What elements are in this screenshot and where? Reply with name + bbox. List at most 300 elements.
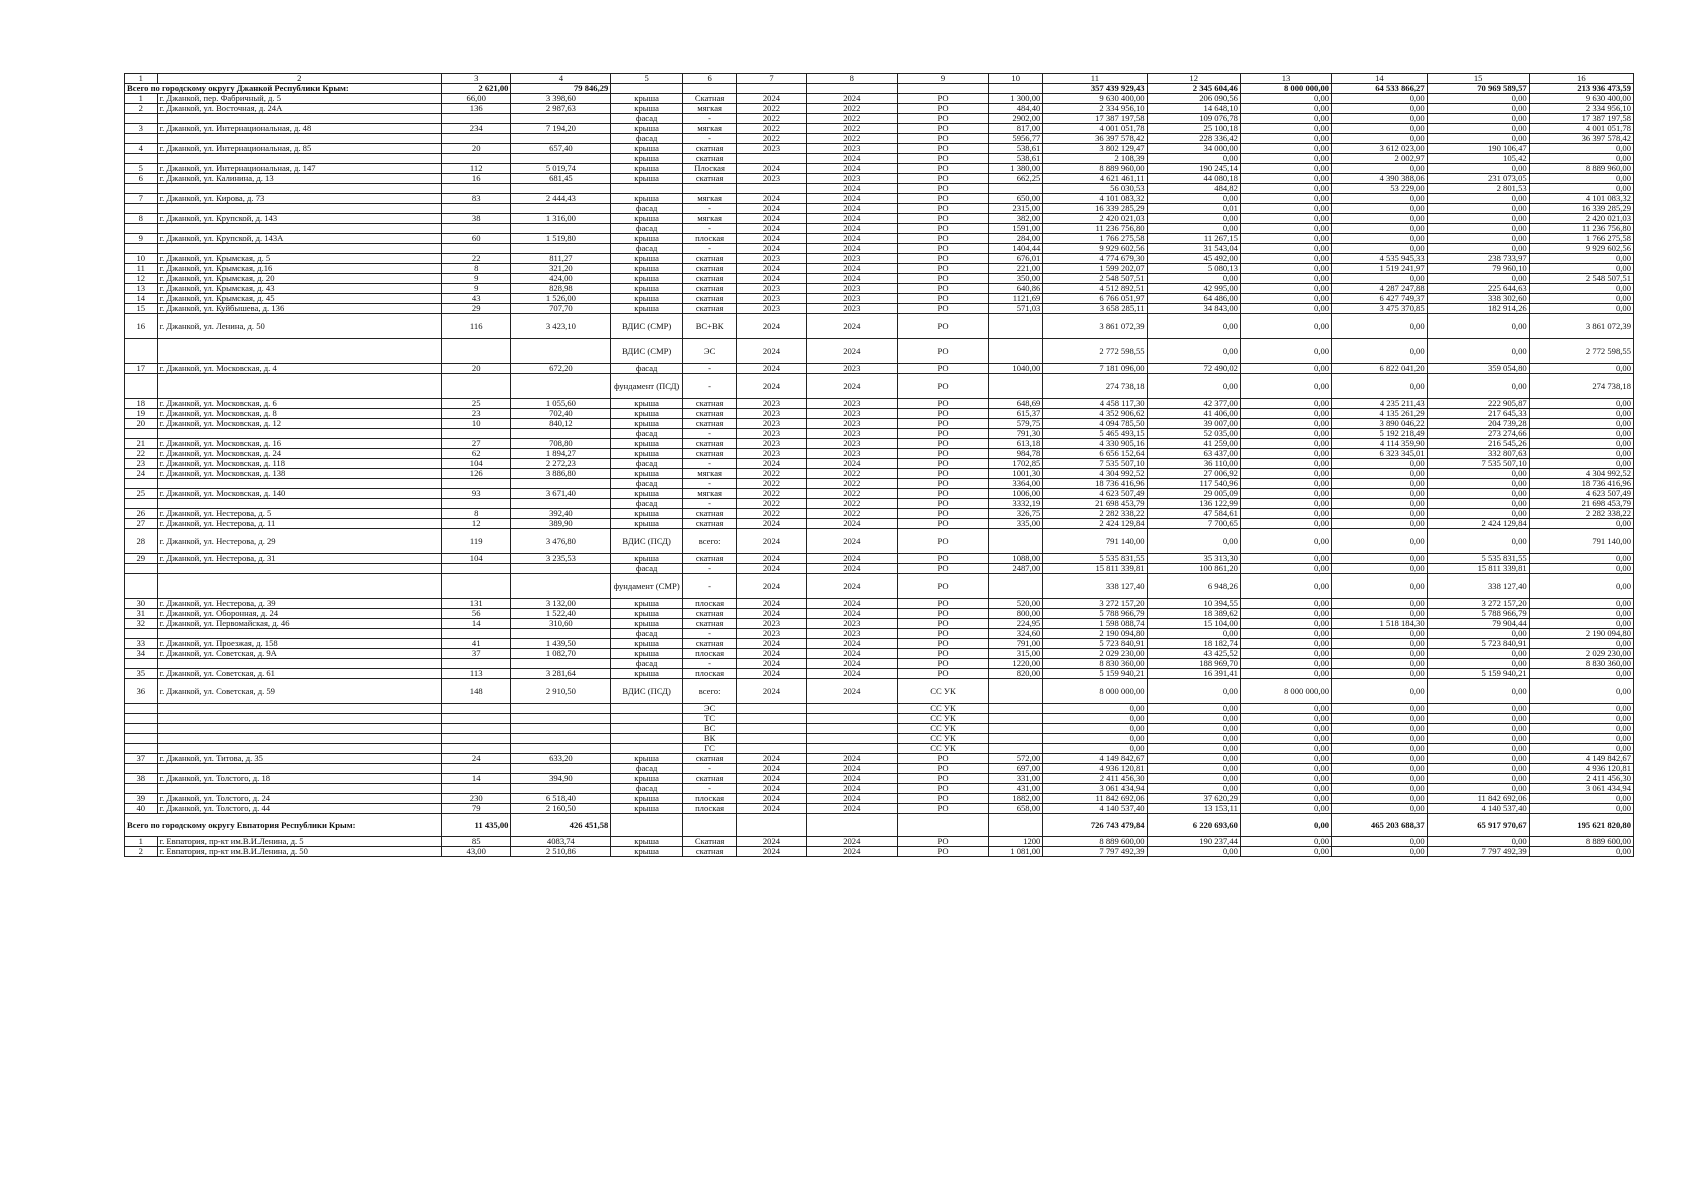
work-type: [611, 704, 683, 714]
cost-col16: 9 630 400,00: [1529, 94, 1633, 104]
cost-col13: 0,00: [1240, 784, 1331, 794]
plan-year: 2024: [737, 649, 806, 659]
plan-year: 2024: [737, 194, 806, 204]
address: г. Джанкой, ул. Кирова, д. 73: [157, 194, 441, 204]
address: г. Джанкой, ул. Советская, д. 9А: [157, 649, 441, 659]
cost-col13: 0,00: [1240, 469, 1331, 479]
work-subtype: -: [682, 429, 736, 439]
cost-col15: 0,00: [1427, 774, 1529, 784]
cost-col16: 0,00: [1529, 564, 1633, 574]
header-cell: 2: [157, 74, 441, 84]
table-row: [125, 264, 1634, 274]
funding-source: РО: [897, 124, 988, 134]
work-type: крыша: [611, 214, 683, 224]
plan-year: 2024: [737, 837, 806, 847]
cost-col13: 0,00: [1240, 619, 1331, 629]
cost-col12: 18 182,74: [1147, 639, 1240, 649]
cost-col13: 0,00: [1240, 669, 1331, 679]
cost-col12: 100 861,20: [1147, 564, 1240, 574]
cost-col12: 41 259,00: [1147, 439, 1240, 449]
cost-col14: 0,00: [1332, 374, 1428, 399]
funding-source: РО: [897, 184, 988, 194]
table-row: [125, 374, 1634, 399]
work-type: крыша: [611, 489, 683, 499]
work-subtype: плоская: [682, 599, 736, 609]
cost-total: 3 861 072,39: [1043, 314, 1147, 339]
cost-col14: 6 822 041,20: [1332, 364, 1428, 374]
cost-col14: 0,00: [1332, 754, 1428, 764]
cost-col12: 0,00: [1147, 154, 1240, 164]
work-volume: 984,78: [989, 449, 1043, 459]
cost-col13: 0,00: [1240, 164, 1331, 174]
cost-total: 4 140 537,40: [1043, 804, 1147, 814]
cost-col15: 0,00: [1427, 214, 1529, 224]
work-type: крыша: [611, 164, 683, 174]
cost-col15: 0,00: [1427, 244, 1529, 254]
apartment-count: 43: [441, 294, 510, 304]
cost-col14: 0,00: [1332, 104, 1428, 114]
work-volume: 791,30: [989, 429, 1043, 439]
cost-col13: 0,00: [1240, 489, 1331, 499]
cost-col15: 0,00: [1427, 134, 1529, 144]
work-type: ВДИС (СМР): [611, 314, 683, 339]
work-subtype: -: [682, 574, 736, 599]
address: г. Джанкой, ул. Московская, д. 118: [157, 459, 441, 469]
work-subtype: -: [682, 564, 736, 574]
done-year: 2024: [806, 154, 897, 164]
cost-col16: 0,00: [1529, 154, 1633, 164]
work-subtype: скатная: [682, 609, 736, 619]
table-row: [125, 284, 1634, 294]
apartment-count: 79: [441, 804, 510, 814]
row-number: 39: [125, 794, 158, 804]
work-type: фасад: [611, 224, 683, 234]
work-type: [611, 714, 683, 724]
cost-total: 4 101 083,32: [1043, 194, 1147, 204]
row-number: 11: [125, 264, 158, 274]
table-row: [125, 214, 1634, 224]
cost-col14: 6 427 749,37: [1332, 294, 1428, 304]
table-row: [125, 639, 1634, 649]
work-subtype: скатная: [682, 304, 736, 314]
cost-col14: 0,00: [1332, 734, 1428, 744]
cost-col13: 0,00: [1240, 734, 1331, 744]
work-subtype: -: [682, 204, 736, 214]
apartment-count: [441, 764, 510, 774]
work-subtype: ГС: [682, 744, 736, 754]
table-row: [125, 134, 1634, 144]
cost-col12: 39 007,00: [1147, 419, 1240, 429]
address: г. Джанкой, ул. Толстого, д. 44: [157, 804, 441, 814]
funding-source: РО: [897, 529, 988, 554]
plan-year: 2024: [737, 214, 806, 224]
work-volume: 820,00: [989, 669, 1043, 679]
funding-source: РО: [897, 134, 988, 144]
plan-year: 2024: [737, 314, 806, 339]
plan-year: [737, 154, 806, 164]
done-year: 2022: [806, 479, 897, 489]
work-type: крыша: [611, 234, 683, 244]
cost-col16: 0,00: [1529, 744, 1633, 754]
funding-source: РО: [897, 609, 988, 619]
apartment-count: 23: [441, 409, 510, 419]
cost-col13: 0,00: [1240, 459, 1331, 469]
cost-col16: 0,00: [1529, 599, 1633, 609]
work-volume: 538,61: [989, 144, 1043, 154]
address: [157, 374, 441, 399]
table-row: [125, 659, 1634, 669]
cost-col12: 29 005,09: [1147, 489, 1240, 499]
address: г. Джанкой, ул. Советская, д. 61: [157, 669, 441, 679]
funding-source: РО: [897, 439, 988, 449]
plan-year: 2024: [737, 224, 806, 234]
cost-col16: 0,00: [1529, 554, 1633, 564]
table-row: [125, 154, 1634, 164]
funding-source: РО: [897, 754, 988, 764]
work-subtype: плоская: [682, 794, 736, 804]
table-row: [125, 669, 1634, 679]
cost-col15: 11 842 692,06: [1427, 794, 1529, 804]
table-row: [125, 554, 1634, 564]
apartment-count: 83: [441, 194, 510, 204]
cost-col15: 216 545,26: [1427, 439, 1529, 449]
apartment-count: 62: [441, 449, 510, 459]
cost-total: 5 723 840,91: [1043, 639, 1147, 649]
table-row: [125, 609, 1634, 619]
work-volume: 5956,77: [989, 134, 1043, 144]
done-year: 2022: [806, 104, 897, 114]
cost-col12: 45 492,00: [1147, 254, 1240, 264]
work-volume: [989, 529, 1043, 554]
total-area: [511, 734, 611, 744]
table-row: [125, 734, 1634, 744]
funding-source: РО: [897, 114, 988, 124]
table-row: [125, 837, 1634, 847]
done-year: 2024: [806, 554, 897, 564]
work-type: фасад: [611, 429, 683, 439]
address: [157, 339, 441, 364]
total-area: 3 476,80: [511, 529, 611, 554]
done-year: 2024: [806, 669, 897, 679]
work-type: фасад: [611, 364, 683, 374]
funding-source: РО: [897, 564, 988, 574]
cost-col16: 2 411 456,30: [1529, 774, 1633, 784]
address: г. Джанкой, ул. Крымская, д. 43: [157, 284, 441, 294]
work-subtype: скатная: [682, 774, 736, 784]
cost-col12: 228 336,42: [1147, 134, 1240, 144]
work-type: крыша: [611, 847, 683, 857]
row-number: 3: [125, 124, 158, 134]
work-type: крыша: [611, 649, 683, 659]
address: г. Джанкой, ул. Московская, д. 4: [157, 364, 441, 374]
total-area: [511, 244, 611, 254]
row-number: [125, 204, 158, 214]
cost-col15: 231 073,05: [1427, 174, 1529, 184]
funding-source: РО: [897, 264, 988, 274]
cost-col15: 0,00: [1427, 124, 1529, 134]
cost-col15: 0,00: [1427, 469, 1529, 479]
work-subtype: плоская: [682, 804, 736, 814]
done-year: [806, 734, 897, 744]
cost-col13: 0,00: [1240, 764, 1331, 774]
done-year: 2024: [806, 264, 897, 274]
work-subtype: скатная: [682, 274, 736, 284]
cost-col16: 0,00: [1529, 609, 1633, 619]
cost-col15: 4 140 537,40: [1427, 804, 1529, 814]
cost-col16: 16 339 285,29: [1529, 204, 1633, 214]
cost-col14: 0,00: [1332, 459, 1428, 469]
cost-col12: 11 267,15: [1147, 234, 1240, 244]
apartment-count: 12: [441, 519, 510, 529]
address: г. Джанкой, ул. Крупской, д. 143: [157, 214, 441, 224]
cost-col13: 0,00: [1240, 284, 1331, 294]
done-year: 2024: [806, 459, 897, 469]
plan-year: 2023: [737, 254, 806, 264]
cost-col14: 0,00: [1332, 599, 1428, 609]
cost-col16: 4 304 992,52: [1529, 469, 1633, 479]
cost-total: 0,00: [1043, 734, 1147, 744]
cost-col16: 0,00: [1529, 794, 1633, 804]
address: [157, 134, 441, 144]
cost-col15: 332 807,63: [1427, 449, 1529, 459]
total-area: [511, 374, 611, 399]
row-number: 23: [125, 459, 158, 469]
cost-col13: 0,00: [1240, 294, 1331, 304]
plan-year: 2024: [737, 669, 806, 679]
funding-source: РО: [897, 224, 988, 234]
work-volume: 1 380,00: [989, 164, 1043, 174]
work-volume: 324,60: [989, 629, 1043, 639]
row-number: 16: [125, 314, 158, 339]
funding-source: РО: [897, 214, 988, 224]
total-area: 708,80: [511, 439, 611, 449]
cost-total: 6 656 152,64: [1043, 449, 1147, 459]
funding-source: РО: [897, 399, 988, 409]
total-area: 1 894,27: [511, 449, 611, 459]
work-volume: 648,69: [989, 399, 1043, 409]
work-type: крыша: [611, 469, 683, 479]
address: [157, 499, 441, 509]
work-volume: 571,03: [989, 304, 1043, 314]
address: [157, 564, 441, 574]
work-subtype: -: [682, 459, 736, 469]
work-subtype: плоская: [682, 669, 736, 679]
total-area: 392,40: [511, 509, 611, 519]
done-year: 2022: [806, 489, 897, 499]
cost-col14: 0,00: [1332, 649, 1428, 659]
total-col16: 195 621 820,80: [1529, 814, 1633, 837]
row-number: 36: [125, 679, 158, 704]
work-volume: 484,40: [989, 104, 1043, 114]
cost-total: 0,00: [1043, 744, 1147, 754]
cost-col15: 204 739,28: [1427, 419, 1529, 429]
table-row: [125, 529, 1634, 554]
address: [157, 724, 441, 734]
done-year: 2024: [806, 639, 897, 649]
work-type: крыша: [611, 284, 683, 294]
row-number: [125, 629, 158, 639]
row-number: 34: [125, 649, 158, 659]
address: г. Джанкой, ул. Оборонная, д. 24: [157, 609, 441, 619]
funding-source: РО: [897, 164, 988, 174]
table-row: [125, 399, 1634, 409]
work-volume: 2902,00: [989, 114, 1043, 124]
cost-col13: 0,00: [1240, 744, 1331, 754]
address: г. Джанкой, ул. Московская, д. 24: [157, 449, 441, 459]
address: [157, 734, 441, 744]
cost-col12: 14 648,10: [1147, 104, 1240, 114]
cost-col16: 0,00: [1529, 449, 1633, 459]
apartment-count: [441, 224, 510, 234]
register-sheet: [124, 73, 1634, 857]
cost-col16: 11 236 756,80: [1529, 224, 1633, 234]
cost-col15: 0,00: [1427, 714, 1529, 724]
work-type: крыша: [611, 124, 683, 134]
cost-col16: 0,00: [1529, 519, 1633, 529]
funding-source: РО: [897, 554, 988, 564]
cost-col14: 3 612 023,00: [1332, 144, 1428, 154]
total-area: 2 910,50: [511, 679, 611, 704]
address: г. Джанкой, ул. Интернациональная, д. 48: [157, 124, 441, 134]
apartment-count: 104: [441, 459, 510, 469]
work-volume: 640,86: [989, 284, 1043, 294]
work-subtype: -: [682, 499, 736, 509]
cost-total: 56 030,53: [1043, 184, 1147, 194]
apartment-count: 38: [441, 214, 510, 224]
work-volume: 1001,30: [989, 469, 1043, 479]
cost-col16: 3 061 434,94: [1529, 784, 1633, 794]
header-cell: 3: [441, 74, 510, 84]
apartment-count: 9: [441, 284, 510, 294]
cost-col16: 0,00: [1529, 284, 1633, 294]
cost-total: 2 411 456,30: [1043, 774, 1147, 784]
work-type: крыша: [611, 439, 683, 449]
work-volume: 520,00: [989, 599, 1043, 609]
cost-col16: 8 889 600,00: [1529, 837, 1633, 847]
row-number: 1: [125, 837, 158, 847]
row-number: 2: [125, 104, 158, 114]
cost-col16: 4 623 507,49: [1529, 489, 1633, 499]
header-cell: 16: [1529, 74, 1633, 84]
cost-col12: 43 425,52: [1147, 649, 1240, 659]
work-volume: [989, 734, 1043, 744]
cost-col16: 2 334 956,10: [1529, 104, 1633, 114]
cost-col16: 2 548 507,51: [1529, 274, 1633, 284]
row-number: 17: [125, 364, 158, 374]
plan-year: 2022: [737, 134, 806, 144]
plan-year: 2023: [737, 409, 806, 419]
header-cell: 4: [511, 74, 611, 84]
cost-col14: 0,00: [1332, 244, 1428, 254]
cost-col12: 37 620,29: [1147, 794, 1240, 804]
cost-col14: 0,00: [1332, 847, 1428, 857]
total-area: 811,27: [511, 254, 611, 264]
plan-year: 2024: [737, 164, 806, 174]
cost-total: 791 140,00: [1043, 529, 1147, 554]
plan-year: 2024: [737, 639, 806, 649]
work-type: [611, 744, 683, 754]
total-area: 681,45: [511, 174, 611, 184]
cost-col15: 0,00: [1427, 649, 1529, 659]
work-volume: [989, 574, 1043, 599]
done-year: 2023: [806, 429, 897, 439]
address: г. Джанкой, ул. Калинина, д. 13: [157, 174, 441, 184]
work-volume: 658,00: [989, 804, 1043, 814]
apartment-count: [441, 134, 510, 144]
cost-col15: 238 733,97: [1427, 254, 1529, 264]
cost-col13: 0,00: [1240, 714, 1331, 724]
total-area: 3 132,00: [511, 599, 611, 609]
cost-total: 8 830 360,00: [1043, 659, 1147, 669]
cost-col16: 0,00: [1529, 679, 1633, 704]
cost-total: 9 630 400,00: [1043, 94, 1147, 104]
work-volume: 817,00: [989, 124, 1043, 134]
address: г. Джанкой, ул. Московская, д. 16: [157, 439, 441, 449]
table-row: [125, 764, 1634, 774]
work-type: фасад: [611, 204, 683, 214]
row-number: [125, 224, 158, 234]
cost-col15: 338 302,60: [1427, 294, 1529, 304]
cost-col16: 17 387 197,58: [1529, 114, 1633, 124]
table-row: [125, 704, 1634, 714]
funding-source: РО: [897, 794, 988, 804]
work-volume: 613,18: [989, 439, 1043, 449]
cost-total: 11 842 692,06: [1043, 794, 1147, 804]
cost-col12: 0,00: [1147, 704, 1240, 714]
total-area: 840,12: [511, 419, 611, 429]
table-row: [125, 499, 1634, 509]
cost-col15: 15 811 339,81: [1427, 564, 1529, 574]
cost-col14: 0,00: [1332, 499, 1428, 509]
cost-col14: 53 229,00: [1332, 184, 1428, 194]
cost-col15: 0,00: [1427, 679, 1529, 704]
cost-col12: 64 486,00: [1147, 294, 1240, 304]
work-volume: [989, 679, 1043, 704]
cost-col12: 190 237,44: [1147, 837, 1240, 847]
cost-col14: 0,00: [1332, 134, 1428, 144]
row-number: 6: [125, 174, 158, 184]
total-area: 1 519,80: [511, 234, 611, 244]
total-col13: 8 000 000,00: [1240, 84, 1331, 94]
apartment-count: 119: [441, 529, 510, 554]
work-volume: 650,00: [989, 194, 1043, 204]
cost-col16: 0,00: [1529, 144, 1633, 154]
cost-total: 0,00: [1043, 714, 1147, 724]
work-type: крыша: [611, 304, 683, 314]
apartment-count: 85: [441, 837, 510, 847]
apartment-count: 14: [441, 774, 510, 784]
cost-total: 4 458 117,30: [1043, 399, 1147, 409]
total-area: [511, 184, 611, 194]
address: г. Джанкой, ул. Нестерова, д. 11: [157, 519, 441, 529]
cost-col12: 117 540,96: [1147, 479, 1240, 489]
address: г. Джанкой, ул. Первомайская, д. 46: [157, 619, 441, 629]
plan-year: 2024: [737, 794, 806, 804]
apartment-count: 60: [441, 234, 510, 244]
done-year: 2023: [806, 619, 897, 629]
cost-col16: 0,00: [1529, 574, 1633, 599]
cost-col12: 0,00: [1147, 847, 1240, 857]
total-area: 321,20: [511, 264, 611, 274]
cost-col12: 136 122,99: [1147, 499, 1240, 509]
cost-col14: 0,00: [1332, 629, 1428, 639]
row-number: 22: [125, 449, 158, 459]
cost-col14: 0,00: [1332, 479, 1428, 489]
cost-col16: 8 830 360,00: [1529, 659, 1633, 669]
done-year: 2023: [806, 144, 897, 154]
apartment-count: [441, 659, 510, 669]
total-area: 657,40: [511, 144, 611, 154]
